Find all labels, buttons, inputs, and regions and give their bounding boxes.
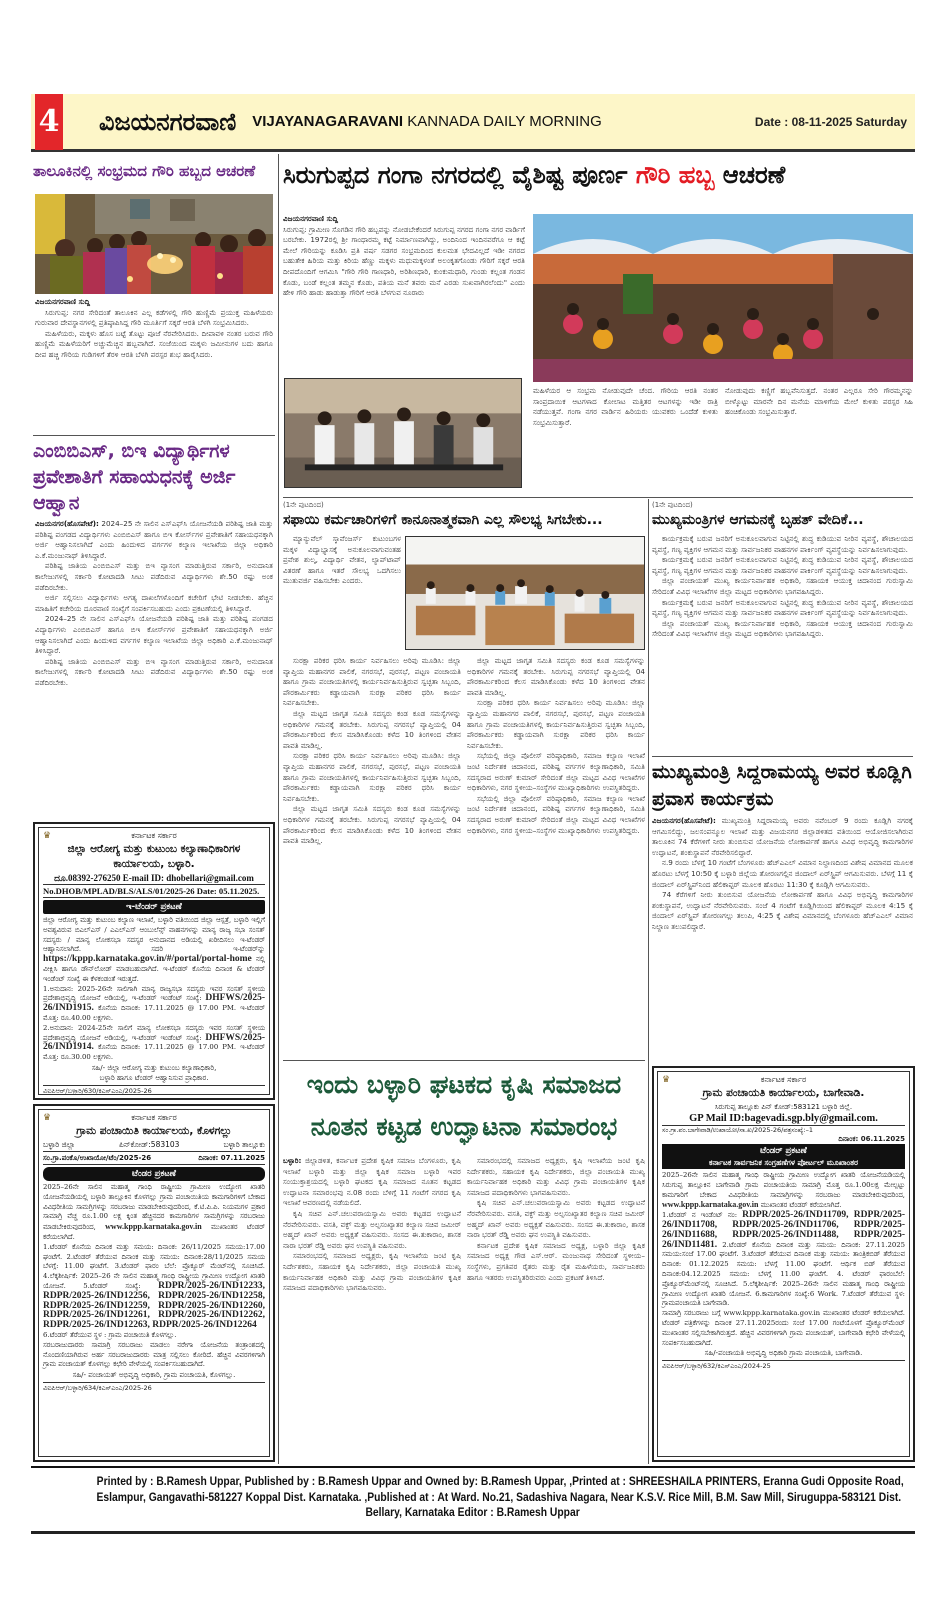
crowd-at-festival-photo xyxy=(533,214,913,382)
paragraph: ಸಮಾರಂಭದಲ್ಲಿ ಸಮಾಜದ ಅಧ್ಯಕ್ಷರು, ಕೃಷಿ ಇಲಾಖೆಯ ಜಂಟಿ ಕೃಷಿ ನಿರ್ದೇಶಕರು, ಸಹಾಯಕ ಕೃಷಿ ನಿರ್ದೇಶಕರು, ಜಿಲ್ಲಾ ಪಂಚಾಯತಿ ಮುಖ್ಯ ಕಾರ್ಯನಿರ್ವಾಹಕ ಅಧಿಕಾರಿ ಮತ್ತು ವಿವಿಧ ಗ್ರಾಮ ಪಂಚಾಯತಿಗಳ ಕೃಷಿಕ ಸಮಾಜದ ಪದಾಧಿಕಾರಿಗಳು ಭಾಗವಹಿಸುವರು. xyxy=(283,1251,461,1293)
govt-label: ಕರ್ನಾಟಕ ಸರ್ಕಾರ xyxy=(131,831,177,840)
section-rule xyxy=(283,497,913,498)
dateline: ಬಳ್ಳಾರಿ: xyxy=(283,1156,302,1165)
paragraph: ಜಿಲ್ಲಾಡಳಿತ, ಕರ್ನಾಟಕ ಪ್ರದೇಶ ಕೃಷಿಕ ಸಮಾಜ ಬೆಂಗಳೂರು, ಕೃಷಿ ಇಲಾಖೆ ಬಳ್ಳಾರಿ ಮತ್ತು ಜಿಲ್ಲಾ ಕೃಷಿಕ ಸಮಾಜ ಬಳ್ಳಾರಿ ಇವರ ಸಂಯುಕ್ತಾಶ್ರಯದಲ್ಲಿ ಬಳ್ಳಾರಿ ಘಟಕದ ಕೃಷಿ ಸಮಾಜದ ನೂತನ ಕಟ್ಟಡದ ಉದ್ಘಾಟನಾ ಸಮಾರಂಭವು ನ.08 ರಂದು ಬೆಳಿಗ್ಗೆ 11 ಗಂಟೆಗೆ ನಗರದ ಕೃಷಿ ಇಲಾಖೆ ಆವರಣದಲ್ಲಿ ನಡೆಯಲಿದೆ. xyxy=(283,1156,461,1208)
paragraph: ಸಮಾರಂಭದಲ್ಲಿ ಸಮಾಜದ ಅಧ್ಯಕ್ಷರು, ಕೃಷಿ ಇಲಾಖೆಯ ಜಂಟಿ ಕೃಷಿ ನಿರ್ದೇಶಕರು, ಸಹಾಯಕ ಕೃಷಿ ನಿರ್ದೇಶಕರು, ಜಿಲ್ಲಾ ಪಂಚಾಯತಿ ಮುಖ್ಯ ಕಾರ್ಯನಿರ್ವಾಹಕ ಅಧಿಕಾರಿ ಮತ್ತು ವಿವಿಧ ಗ್ರಾಮ ಪಂಚಾಯತಿಗಳ ಕೃಷಿಕ ಸಮಾಜದ ಪದಾಧಿಕಾರಿಗಳು ಭಾಗವಹಿಸುವರು. xyxy=(467,1156,645,1197)
office-name: ಗ್ರಾಮ ಪಂಚಾಯತಿ ಕಾರ್ಯಾಲಯ, ಬಾಗೇವಾಡಿ. xyxy=(702,1087,865,1099)
paragraph: ಸಿರುಗುಪ್ಪ: ಗ್ರಾಮೀಣ ಸೊಗಡಿನ ಗೌರಿ ಹಬ್ಬವನ್ನು ನೋಡಬೇಕೆಂದರೆ ಸಿರುಗುಪ್ಪ ನಗರದ ಗಂಗಾ ನಗರ ವಾರ್ಡಿಗೆ ಬರಬೇಕು. 1972ರಲ್ಲಿ ಶ್ರೀ ಗಾಂಧಾರಮ್ಮ ಕಟ್ಟೆ ನಿರ್ಮಾಣವಾಗಿದ್ದು, ಅಂದಿನಿಂದ ಇಂದಿನವರೆಗೂ ಆ ಕಟ್ಟೆ ಮೇಲೆ ಗೌರಿಯನ್ನು ಕೂಡಿಸಿ ಪ್ರತಿ ವರ್ಷ ಸಡಗರ ಸಂಭ್ರಮದಿಂದ ಕುಲಮತ ಭೇದವಿಲ್ಲದೆ ಇಡೀ ನಗರದ ಬಹುತೇಕ ಹಿರಿಯ ಮತ್ತು ಕಿರಿಯ ಹೆಣ್ಣು ಮಕ್ಕಳು ಮಧುಮಕ್ಕಳಂತೆ ಅಲಂಕೃತಗೊಂಡು ಗೌರಿಗೆ ಸಕ್ಕರೆ ಆರತಿ ದೀಪದೊಂದಿಗೆ ಆಗಮಿಸಿ "ಗೌರಿ ಗೌರಿ ಗಾಣಧಾರಿ, ಅರಿಶಿಣಧಾರಿ, ಕುಂಕುಮಧಾರಿ, ಗುಂಡು ಕಲ್ಲಂತ ಗಂಡನ ಕೊಡು, ಬಂಡೆ ಕಲ್ಲಂತ ತಮ್ಮನ ಕೊಡು, ಪತಿಯ ಮನೆ ತವರು ಮನೆ ಎರಡು ಸುಖವಾಗಿರಲೆಂದು" ಎಂದು ಹೇಳಿ ಗೌರಿ ಹಾಡು ಹಾಡುತ್ತಾ ಗೌರಿಗೆ ಆರತಿ ಬೆಳಗುವ ನೂರಾರು xyxy=(283,224,525,298)
brand-english xyxy=(252,113,602,130)
signature-line1: ಸಹಿ/- ಜಿಲ್ಲಾ ಆರೋಗ್ಯ ಮತ್ತು ಕುಟುಂಬ ಕಲ್ಯಾಣಾಧಿಕಾರಿ, xyxy=(91,1063,217,1072)
signature-line2: ಬಳ್ಳಾರಿ ಹಾಗೂ ಟೆಂಡರ್ ಆಹ್ವಾನಿಸುವ ಪ್ರಾಧಿಕಾರ. xyxy=(99,1073,209,1082)
headline-line1: ಇಂದು ಬಳ್ಳಾರಿ ಘಟಕದ ಕೃಷಿ ಸಮಾಜದ xyxy=(306,1070,622,1099)
story-safai-col1-top xyxy=(283,534,401,650)
tender-body xyxy=(662,1171,905,1348)
headline: ಮುಖ್ಯಮಂತ್ರಿ ಸಿದ್ದರಾಮಯ್ಯ ಅವರ ಕೂಡ್ಲಿಗಿ ಪ್ರವಾಸ ಕಾರ್ಯಕ್ರಮ xyxy=(652,761,912,810)
dateline: ವಿಜಯನಗರವಾಣಿ ಸುದ್ದಿ xyxy=(283,214,338,223)
tender-intro2: ಮುಖಾಂತರ ಟೆಂಡರ್ ಕರೆಯಲಾಗಿದೆ. xyxy=(760,1201,842,1210)
paragraph: ನ.9 ರಂದು ಬೆಳಗ್ಗೆ 10 ಗಂಟೆಗೆ ಬೆಂಗಳೂರು ಹೆಚ್‌ಎಎಲ್ ವಿಮಾನ ನಿಲ್ದಾಣದಿಂದ ವಿಶೇಷ ವಿಮಾನದ ಮೂಲಕ ಹೊರಟು ಬೆಳಗ್ಗೆ 10:50 ಕ್ಕೆ ಬಳ್ಳಾರಿ ಜಿಲ್ಲೆಯ ತೋರಣಗಲ್ಲಿನ ಜಿಂದಾಲ್ ಏರ್‌ಸ್ಟ್ರಿಪ್ ಆಗಮಿಸುವರು. ಬೆಳಗ್ಗೆ 11 ಕ್ಕೆ ಜಿಂದಾಲ್ ಏರ್‌ಸ್ಟ್ರಿಪ್‌ನಿಂದ ಹೆಲಿಕಾಪ್ಟರ್ ಮೂಲಕ ಹೊರಟು 11:30 ಕ್ಕೆ ಕೂಡ್ಲಿಗಿ ಆಗಮಿಸುವರು. xyxy=(652,858,913,889)
story-cm-stage xyxy=(652,500,913,754)
tender-intro2: ನಲ್ಲಿ ವೀಕ್ಷಿಸಿ ಹಾಗೂ ಡೌನ್‌ಲೋಡ್ ಮಾಡಬಹುದಾಗಿದೆ. ಇ-ಟೆಂಡರ್ ಕೊನೆಯ ದಿನಾಂಕ & ಟೆಂಡರ್ ಇಂಡೆಂಟ್ ಸಂಖ್ಯೆ ಈ ಕೆಳಕಂಡಂತೆ ಇರುತ್ತದೆ. xyxy=(43,955,265,983)
story-krishi xyxy=(283,1064,645,1152)
story-krishi-col1 xyxy=(283,1156,461,1462)
dateline: ವಿಜಯನಗರ(ಹೊಸಪೇಟೆ): xyxy=(35,519,99,528)
tender-code: DHFWS/2025-26/IND1915. xyxy=(43,993,265,1014)
health-tender-ad xyxy=(33,822,275,1100)
paragraph: ಕರ್ನಾಟಕ ಪ್ರದೇಶ ಕೃಷಿಕ ಸಮಾಜದ ಅಧ್ಯಕ್ಷ, ಬಳ್ಳಾರಿ ಜಿಲ್ಲಾ ಕೃಷಿಕ ಸಮಾಜದ ಅಧ್ಯಕ್ಷ ಗೌಡ ಎಸ್.ಆರ್. ಮಂಜುನಾಥ ಸೇರಿದಂತೆ ಸ್ಥಳೀಯ–ಸಂಸ್ಥೆಗಳು, ಪ್ರಗತಿಪರ ರೈತರು ಮತ್ತು ರೈತ ಮಹಿಳೆಯರು, ಸಾರ್ವಜನಿಕರು ಹಾಗೂ ಇತರರು ಉಪಸ್ಥಿತರಿರುವರು ಎಂದು ಪ್ರಕಟಣೆ ತಿಳಿಸಿದೆ. xyxy=(467,1240,645,1282)
ad-code: ವಿಐಪಿಆರ್/ಬಳ್ಳಾರಿ/634/ಕಿಎಸ್‌ಎಂಎ/2025-26 xyxy=(43,1382,265,1393)
paragraph: ಸುರಕ್ಷಾ ಪರಿಕರ ಧರಿಸಿ ಕಾರ್ಯ ನಿರ್ವಹಿಸಲು ಅರಿವು ಮೂಡಿಸಿ: ಜಿಲ್ಲಾ ವ್ಯಾಪ್ತಿಯ ಮಹಾನಗರ ಪಾಲಿಕೆ, ನಗರಸಭೆ, ಪುರಸಭೆ, ಪಟ್ಟಣ ಪಂಚಾಯತಿ ಹಾಗೂ ಗ್ರಾಮ ಪಂಚಾಯತಿಗಳಲ್ಲಿ ಕಾರ್ಯನಿರ್ವಹಿಸುತ್ತಿರುವ ಸ್ವಚ್ಛತಾ ಸಿಬ್ಬಂದಿ, ಪೌರಕಾರ್ಮಿಕರು ಕಡ್ಡಾಯವಾಗಿ ಸುರಕ್ಷಾ ಪರಿಕರ ಧರಿಸಿ ಕಾರ್ಯ ನಿರ್ವಹಿಸಬೇಕು. xyxy=(283,751,461,803)
tender-deadline: ಕೊನೆಯ ದಿನಾಂಕ: 17.11.2025 @ 17.00 PM. ಇ-ಟೆಂಡರ್ ಮೊತ್ತ: ರೂ.40.00 ಲಕ್ಷಗಳು. xyxy=(43,1004,265,1022)
story-safai-col1 xyxy=(283,656,461,1056)
story-siruguppa-gowri-col3 xyxy=(725,386,913,494)
tender-item: 2.ಅನುದಾನ: 2024-25ನೇ ಸಾಲಿಗೆ ಮಾನ್ಯ ಲೋಕಸಭಾ ಸದಸ್ಯರು ಇವರ ಸಂಸತ್ ಸ್ಥಳೀಯ ಪ್ರದೇಶಾಭಿವೃದ್ಧಿ ಯೋಜನೆ ಅಡಿಯಲ್ಲಿ, ಇ-ಟೆಂಡರ್ ಇಂಡೆಂಟ್ ಸಂಖ್ಯೆ: xyxy=(43,1023,265,1042)
address: ಸಿರುಗುಪ್ಪ ತಾಲ್ಲೂಕು ಪಿನ್ ಕೋಡ್:583121 ಬಳ್ಳಾರಿ ಜಿಲ್ಲೆ. xyxy=(714,1103,853,1111)
tender-intro: ಜಿಲ್ಲಾ ಆರೋಗ್ಯ ಮತ್ತು ಕುಟುಂಬ ಕಲ್ಯಾಣ ಇಲಾಖೆ, ಬಳ್ಳಾರಿ ವತಿಯಿಂದ ಜಿಲ್ಲಾ ಆಸ್ಪತ್ರೆ, ಬಳ್ಳಾರಿ ಇಲ್ಲಿಗೆ ಅವಶ್ಯವಿರುವ ಬಿಎಲ್‌ಎಸ್ / ಎಎಲ್‌ಎಸ್ ಆಂಬುಲೆನ್ಸ್ ವಾಹನಗಳನ್ನು ಮಾನ್ಯ ರಾಜ್ಯ ಸಭಾ ಸಂಸತ್ ಸದಸ್ಯರು / ಮಾನ್ಯ ಲೋಕಸಭಾ ಸದಸ್ಯರ ಅನುದಾನದ ಅಡಿಯಲ್ಲಿ ಖರೀದಿಸಲು ಇ-ಟೆಂಡರ್ ಆಹ್ವಾನಿಸಲಾಗಿದೆ. ಸದರಿ ಇ-ಟೆಂಡರ್‌ನ್ನು xyxy=(43,916,265,954)
paragraph: ಮಹಿಳೆಯರ ಆ ಸಂಭ್ರಮ ನೋಡುವುದೇ ಚೆಂದ. ಗೌರಿಯ ಆರತಿ ನಂತರ ಸಾಂಪ್ರದಾಯಿಕ ಆಟಗಳಾದ ಕೋಲಾಟ ಮತ್ತಿತರ ಆಟಗಳನ್ನು ಇಡೀ ರಾತ್ರಿ ನಡೆಯುತ್ತವೆ. ಗಂಗಾ ನಗರ ವಾರ್ಡಿನ ಹಿರಿಯರು ಯುವಕರು ಒಂದೆಡೆ ಕುಳಿತು ಸಂಭ್ರಮಿಸುತ್ತಾರೆ. xyxy=(533,386,718,427)
paragraph: 2024–25 ನೇ ಸಾಲಿನ ಎಸ್‌ಎಫ್‌ಸಿ ಯೋಜನೆಯಡಿ ಪರಿಶಿಷ್ಟ ಜಾತಿ ಮತ್ತು ಪರಿಶಿಷ್ಟ ಪಂಗಡದ ವಿದ್ಯಾರ್ಥಿಗಳು ಎಂಬಿಬಿಎಸ್ ಹಾಗೂ ಬಿಇ ಕೋರ್ಸ್‌ಗಳ ಪ್ರವೇಶಾತಿಗೆ ಸಹಾಯಧನಕ್ಕಾಗಿ ಅರ್ಜಿ ಆಹ್ವಾನಿಸಲಾಗಿದೆ ಎಂದು ಹಿಂದುಳಿದ ವರ್ಗಗಳ ಕಲ್ಯಾಣ ಇಲಾಖೆಯ ಜಿಲ್ಲಾ ಅಧಿಕಾರಿ ಎ.ಕೆ.ಮಂಜುನಾಥ್ ತಿಳಿಸಿದ್ದಾರೆ. xyxy=(35,614,273,656)
story-cm-visit xyxy=(652,759,913,1062)
tender-url[interactable]: www.kppp.karnataka.gov.in xyxy=(105,1222,202,1232)
story-mbbs xyxy=(33,438,275,816)
govt-label: ಕರ್ನಾಟಕ ಸರ್ಕಾರ xyxy=(760,1075,807,1084)
meeting-hall-photo xyxy=(405,536,645,650)
state-emblem-icon: ♛ xyxy=(43,831,52,841)
tender-item: 1.ಅನುದಾನ: 2025-26ನೇ ಸಾಲಿಗಾಗಿ ಮಾನ್ಯ ರಾಜ್ಯಸಭಾ ಸದಸ್ಯರು ಇವರ ಸಂಸತ್ ಸ್ಥಳೀಯ ಪ್ರದೇಶಾಭಿವೃದ್ಧಿ ಯೋಜನೆ ಅಡಿಯಲ್ಲಿ, ಇ-ಟೆಂಡರ್ ಇಂಡೆಂಟ್ ಸಂಖ್ಯೆ: xyxy=(43,984,265,1003)
gp-mail: GP Mail ID:bagevadi.sgp.bly@gmail.com. xyxy=(689,1113,878,1124)
paragraph: ಕಾರ್ಯಕ್ರಮಕ್ಕೆ ಬರುವ ಜನರಿಗೆ ಅನುಕೂಲವಾಗುವ ನಿಟ್ಟಿನಲ್ಲಿ ಶುದ್ಧ ಕುಡಿಯುವ ನೀರಿನ ವ್ಯವಸ್ಥೆ, ಶೌಚಾಲಯದ ವ್ಯವಸ್ಥೆ, ಗಣ್ಯ ವ್ಯಕ್ತಿಗಳ ಆಗಮನ ಮತ್ತು ಸಾರ್ವಜನಿಕರ ವಾಹನಗಳ ಪಾರ್ಕಿಂಗ್ ವ್ಯವಸ್ಥೆಯನ್ನು ನಿರ್ವಹಿಸಲಾಗುವುದು. xyxy=(652,555,913,575)
paragraph: ಮ್ಯಾನ್ಯುವೆಲ್ ಸ್ಕಾವೆಂಜರ್ಸ್ ಕುಟುಂಬಗಳ ಮಕ್ಕಳ ವಿದ್ಯಾಭ್ಯಾಸಕ್ಕೆ ಅನುಕೂಲವಾಗುವಂತಹ ಪ್ರವೇಶ ಶುಲ್ಕ, ವಿದ್ಯಾರ್ಥಿ ವೇತನ, ಲ್ಯಾಪ್‌ಟಾಪ್ ವಿತರಣೆ ಹಾಗೂ ಇತರೆ ಸೌಲಭ್ಯ ಒದಗಿಸಲು ಮುತುವರ್ಜಿ ವಹಿಸಬೇಕು ಎಂದರು. xyxy=(283,534,401,586)
story-siruguppa-gowri-body xyxy=(283,214,525,374)
pincode: ಪಿನ್‌ಕೋಡ್:583103 xyxy=(119,1140,180,1149)
column-divider xyxy=(278,154,279,1464)
story-safai xyxy=(283,500,645,532)
story-krishi-col2 xyxy=(467,1156,645,1462)
paragraph: ಮಹಿಳೆಯರು, ಮಕ್ಕಳು ಹೊಸ ಬಟ್ಟೆ ತೊಟ್ಟು ಪೂಜೆ ನೆರವೇರಿಸಿದರು. ದೀಪಾವಳಿ ನಂತರ ಬರುವ ಗೌರಿ ಹುಣ್ಣಿಮೆ ಮಹಿಳೆಯರಿಗೆ ಅಚ್ಚುಮೆಚ್ಚಿನ ಹಬ್ಬವಾಗಿದೆ. ಸಂಜೆಯಿಂದ ಮಕ್ಕಳು ಜಮೀನುಗಳ ಬದು ಹಾಗೂ ದೀಪ ಹಚ್ಚಿ ಗೌರಿಯ ಗುಡಿಗಳಿಗೆ ತೆರಳಿ ಆರತಿ ಬೆಳಗಿ ಪರಸ್ಪರ ಶುಭ ಹಾರೈಸಿದರು. xyxy=(35,328,273,359)
kicker: (1ನೇ ಪುಟದಿಂದ) xyxy=(652,501,693,509)
story-mbbs-body xyxy=(33,519,275,689)
tender-banner: ಟೆಂಡರ ಪ್ರಕಟಣೆ xyxy=(43,1167,265,1181)
signature: ಸಹಿ/- ಪಂಚಾಯತ್ ಅಭಿವೃದ್ಧಿ ಅಧಿಕಾರಿ, ಗ್ರಾಮ ಪಂಚಾಯತಿ, ಕೊಳಗಲ್ಲು. xyxy=(72,1371,236,1380)
section-rule xyxy=(652,756,913,757)
story-taluk-gowri-body xyxy=(35,297,273,432)
tender-place: 6.ಟೆಂಡರ್ ತೆರೆಯುವ ಸ್ಥಳ : ಗ್ರಾಮ ಪಂಚಾಯಿತಿ ಕೊಳಗಲ್ಲು. xyxy=(43,1330,177,1339)
tender-body xyxy=(43,916,265,1063)
headline-line2: ನೂತನ ಕಟ್ಟಡ ಉದ್ಘಾಟನಾ ಸಮಾರಂಭ xyxy=(310,1112,618,1141)
masthead xyxy=(31,94,915,152)
brand-english-rest: KANNADA DAILY MORNING xyxy=(403,113,602,130)
ad-code: ವಿಐಪಿಆರ್/ಬಳ್ಳಾರಿ/630/ಕಿಎಸ್‌ಎಂಎ/2025-26 xyxy=(43,1085,265,1095)
imprint-line2: Eslampur, Gangavathi-581227 Koppal Dist. Karnataka. ,Published at : At Ward. No.21, Sadashiva Nagara, Near K.S.V. Rice Mill, B.M. Saw Mill, Siruguppa-583121 Dist. xyxy=(96,1489,902,1504)
address-row xyxy=(43,1139,265,1151)
dancing-men-photo xyxy=(284,378,522,488)
bottom-rule xyxy=(31,1531,915,1534)
office-name: ಗ್ರಾಮ ಪಂಚಾಯಿತಿ ಕಾರ್ಯಾಲಯ, ಕೊಳಗಲ್ಲು xyxy=(76,1125,232,1137)
paragraph: ಸಭೆಯಲ್ಲಿ ಜಿಲ್ಲಾ ಪೊಲೀಸ್ ವರಿಷ್ಠಾಧಿಕಾರಿ, ಸಮಾಜ ಕಲ್ಯಾಣ ಇಲಾಖೆ ಜಂಟಿ ನಿರ್ದೇಶಕ ಚಿದಾನಂದ, ಪರಿಶಿಷ್ಟ ವರ್ಗಗಳ ಕಲ್ಯಾಣಾಧಿಕಾರಿ, ಸಮಿತಿ ಸದಸ್ಯರಾದ ಅರುಣ್ ಕುಮಾರ್ ಸೇರಿದಂತೆ ಜಿಲ್ಲಾ ಮಟ್ಟದ ವಿವಿಧ ಇಲಾಖೆಗಳ ಅಧಿಕಾರಿಗಳು, ನಗರ ಸ್ಥಳೀಯ–ಸಂಸ್ಥೆಗಳ ಮುಖ್ಯಾಧಿಕಾರಿಗಳು ಉಪಸ್ಥಿತರಿದ್ದರು. xyxy=(467,751,645,793)
tender-details: 2.ಟೆಂಡರ್ ಕೊನೆಯ ದಿನಾಂಕ ಮತ್ತು ಸಮಯ: ದಿನಾಂಕ: 27.11.2025 ಸಮಯ:ಸಂಜೆ 17.00 ಘಂಟೆಗೆ. 3.ಟೆಂಡರ್ ತೆರೆಯುವ ದಿನಾಂಕ ಮತ್ತು ಸಮಯ: ತಾಂತ್ರಿಕಬಿಡ್ ತೆರೆಯುವ ದಿನಾಂಕ: 01.12.2025 ಸಮಯ: ಬೆಳಗ್ಗೆ 11.00 ಘಂಟೆಗೆ. ಆರ್ಥಿಕ ಬಿಡ್ ತೆರೆಯುವ ದಿನಾಂಕ:04.12.2025 ಸಮಯ: ಬೆಳಗ್ಗೆ 11.00 ಘಂಟೆಗೆ. 4. ಟೆಂಡರ್ ಫಾರಂಬೆಲೆ: ಪ್ರೊಕ್ಯೂರ್‌ಮೆಂಟ್‌ನಲ್ಲಿ ಸೂಚಿಸಿದೆ. 5.ಲೆಕ್ಕಶೀರ್ಷಿಕೆ: 2025–26ನೇ ಸಾಲಿನ ಮಹಾತ್ಮ ಗಾಂಧಿ ರಾಷ್ಟ್ರೀಯ ಗ್ರಾಮೀಣ ಉದ್ಯೋಗ ಖಾತರಿ ಯೋಜನೆ. 6.ಕಾಮಗಾರಿಗಳ ಸಂಖ್ಯೆ:6 Work. 7.ಟೆಂಡರ್ ತೆರೆಯುವ ಸ್ಥಳ: ಗ್ರಾಮಪಂಚಾಯತಿ ಬಾಗೇವಾಡಿ. xyxy=(662,1240,905,1308)
newspaper-page xyxy=(31,94,915,1519)
page-number: 4 xyxy=(35,94,63,150)
imprint-line1: Printed by : B.Ramesh Uppar, Published by : B.Ramesh Uppar and Owned by: B.Ramesh Uppar, ,Printed at : SHREESHAILA PRINTERS, Eranna Gudi Opposite Road, xyxy=(96,1474,904,1488)
paragraph: ಜಿಲ್ಲಾ ಮಟ್ಟದ ಜಾಗೃತ ಸಮಿತಿ ಸದಸ್ಯರು ಕಂಡ ಕೂಡ ಸಮಸ್ಯೆಗಳನ್ನು ಅಧಿಕಾರಿಗಳ ಗಮನಕ್ಕೆ ತರಬೇಕು. ಸಿರುಗುಪ್ಪ ನಗರಸಭೆ ವ್ಯಾಪ್ತಿಯಲ್ಲಿ 04 ಪೌರಕಾರ್ಮಿಕರಿಂದ ಕೆಲಸ ಮಾಡಿಸಿಕೊಂಡು ಕಳೆದ 10 ತಿಂಗಳಿಂದ ವೇತನ ಪಾವತಿ ಮಾಡಿಲ್ಲ. xyxy=(283,708,461,750)
tender-deadline: ಕೊನೆಯ ದಿನಾಂಕ: 17.11.2025 @ 17.00 PM. ಇ-ಟೆಂಡರ್ ಮೊತ್ತ: ರೂ.30.00 ಲಕ್ಷಗಳು. xyxy=(43,1043,265,1062)
paragraph: ಸುರಕ್ಷಾ ಪರಿಕರ ಧರಿಸಿ ಕಾರ್ಯ ನಿರ್ವಹಿಸಲು ಅರಿವು ಮೂಡಿಸಿ: ಜಿಲ್ಲಾ ವ್ಯಾಪ್ತಿಯ ಮಹಾನಗರ ಪಾಲಿಕೆ, ನಗರಸಭೆ, ಪುರಸಭೆ, ಪಟ್ಟಣ ಪಂಚಾಯತಿ ಹಾಗೂ ಗ್ರಾಮ ಪಂಚಾಯತಿಗಳಲ್ಲಿ ಕಾರ್ಯನಿರ್ವಹಿಸುತ್ತಿರುವ ಸ್ವಚ್ಛತಾ ಸಿಬ್ಬಂದಿ, ಪೌರಕಾರ್ಮಿಕರು ಕಡ್ಡಾಯವಾಗಿ ಸುರಕ್ಷಾ ಪರಿಕರ ಧರಿಸಿ ಕಾರ್ಯ ನಿರ್ವಹಿಸಬೇಕು. xyxy=(467,698,645,750)
kolagallu-tender-ad xyxy=(33,1104,275,1462)
story-cm-visit-body xyxy=(652,816,913,933)
tender-outro: ಸಾಮಾಗ್ರಿ ಸರಬರಾಜು ಬಗ್ಗೆ www.kppp.karnataka.gov.in ಮುಖಾಂತರ ಟೆಂಡರ್ ಕರೆಯಲಾಗಿದೆ. ಟೆಂಡರ್ ಪತ್ರಿಕೆಗಳನ್ನು ದಿನಾಂಕ 27.11.2025ರಂದು ಸಂಜೆ 17.00 ಗಂಟೆಯೊಳಗೆ ಪ್ರೊಕ್ಯೂರ್‌ಮೆಂಟ್ ಮುಖಾಂತರ ಸಲ್ಲಿಸಬೇಕಾಗಿರುತ್ತದೆ. ಹೆಚ್ಚಿನ ವಿವರಗಳಿಗಾಗಿ ಗ್ರಾಮ ಪಂಚಾಯತ್, ಬಾಗೇವಾಡಿ ಕಛೇರಿ ವೇಳೆಯಲ್ಲಿ ಸಂಪರ್ಕಿಸಬಹುದಾಗಿದೆ. xyxy=(662,1309,905,1347)
tender-banner-title: ಟೆಂಡರ್ ಪ್ರಕಟಣೆ xyxy=(760,1146,807,1156)
tender-banner-subtitle: ಕರ್ನಾಟಕ ಸಾರ್ವಜನಿಕ ಸಂಗ್ರಹಣೆಗಳ ಪೋರ್ಟಲ್ ಮೂಖಾಂತರ xyxy=(708,1158,859,1167)
tender-codes: RDPR/2025-26/IND11709, RDPR/2025-26/IND11708, RDPR/2025-26/IND11706, RDPR/2025-26/IND11688, RDPR/2025-26/IND11488, RDPR/2025-26/IND11481. xyxy=(662,1210,905,1250)
reference-number: ಸಂ.ಗ್ರಾ.ಪಂ.ಬಾಗೇವಾಡಿ/ಉಖಾಯೋ/ಸಾ.ಖ/2025-26/ಪತ್ರಸಂಖ್ಯೆ:–1 xyxy=(662,1125,905,1135)
paragraph: ಕಾರ್ಯಕ್ರಮಕ್ಕೆ ಬರುವ ಜನರಿಗೆ ಅನುಕೂಲವಾಗುವ ನಿಟ್ಟಿನಲ್ಲಿ ಶುದ್ಧ ಕುಡಿಯುವ ನೀರಿನ ವ್ಯವಸ್ಥೆ, ಶೌಚಾಲಯದ ವ್ಯವಸ್ಥೆ, ಗಣ್ಯ ವ್ಯಕ್ತಿಗಳ ಆಗಮನ ಮತ್ತು ಸಾರ್ವಜನಿಕರ ವಾಹನಗಳ ಪಾರ್ಕಿಂಗ್ ವ್ಯವಸ್ಥೆಯನ್ನು ನಿರ್ವಹಿಸಲಾಗುವುದು. xyxy=(652,534,913,554)
brand-english-bold: VIJAYANAGARAVANI xyxy=(252,113,404,130)
tender-intro: 2025–26ನೇ ಸಾಲಿನ ಮಹಾತ್ಮ ಗಾಂಧಿ ರಾಷ್ಟ್ರೀಯ ಗ್ರಾಮೀಣ ಉದ್ಯೋಗ ಖಾತರಿ ಯೋಜನೆಯಡಿಯಲ್ಲಿ ಬಳ್ಳಾರಿ ತಾಲ್ಲೂಕಿನ ಕೊಳಗಲ್ಲು ಗ್ರಾಮ ಪಂಚಾಯಿತಿಯ ಕಾಮಗಾರಿಗಳಿಗೆ ಬೇಕಾದ ವಿವಿಧರೀತಿಯ ಸಾಮಗ್ರಿಗಳನ್ನು ಸರಬರಾಜು ಮಾಡಬೇಕಿರುವುದರಿಂದ, ಕೆ.ಟಿ.ಪಿ.ಪಿ. ನಿಯಮಗಳ ಪ್ರಕಾರ ಸಾಮಾಗ್ರಿ ವೆಚ್ಚ ರೂ.1.00 ಲಕ್ಷ ಕ್ಕಿಂತ ಹೆಚ್ಚಿನದರ ಕಾಮಗಾರಿಗಳ ಸಾಮಗ್ರಿಗಳನ್ನು ಸರಬರಾಜು ಮಾಡಬೇಕಿರುವುದರಿಂದ, xyxy=(43,1183,265,1232)
tender-url[interactable]: https://kppp.karnataka.gov.in/#/portal/portal-home xyxy=(43,954,252,965)
reference-number: ಸಂ.ಗ್ರಾ.ಪಂಕೊ/ಉಖಾಯೋ/ಟೆಂ/2025-26 xyxy=(43,1154,152,1162)
story-cm-stage-body xyxy=(652,534,913,640)
taluk: ಬಳ್ಳಾರಿ ತಾಲ್ಲೂಕು xyxy=(223,1140,265,1149)
paragraph: ಸಭೆಯಲ್ಲಿ ಜಿಲ್ಲಾ ಪೊಲೀಸ್ ವರಿಷ್ಠಾಧಿಕಾರಿ, ಸಮಾಜ ಕಲ್ಯಾಣ ಇಲಾಖೆ ಜಂಟಿ ನಿರ್ದೇಶಕ ಚಿದಾನಂದ, ಪರಿಶಿಷ್ಟ ವರ್ಗಗಳ ಕಲ್ಯಾಣಾಧಿಕಾರಿ, ಸಮಿತಿ ಸದಸ್ಯರಾದ ಅರುಣ್ ಕುಮಾರ್ ಸೇರಿದಂತೆ ಜಿಲ್ಲಾ ಮಟ್ಟದ ವಿವಿಧ ಇಲಾಖೆಗಳ ಅಧಿಕಾರಿಗಳು, ನಗರ ಸ್ಥಳೀಯ–ಸಂಸ್ಥೆಗಳ ಮುಖ್ಯಾಧಿಕಾರಿಗಳು ಉಪಸ್ಥಿತರಿದ್ದರು. xyxy=(467,793,645,835)
section-rule xyxy=(33,435,275,436)
paragraph: ಜಿಲ್ಲಾ ಮಟ್ಟದ ಜಾಗೃತ ಸಮಿತಿ ಸದಸ್ಯರು ಕಂಡ ಕೂಡ ಸಮಸ್ಯೆಗಳನ್ನು ಅಧಿಕಾರಿಗಳ ಗಮನಕ್ಕೆ ತರಬೇಕು. ಸಿರುಗುಪ್ಪ ನಗರಸಭೆ ವ್ಯಾಪ್ತಿಯಲ್ಲಿ 04 ಪೌರಕಾರ್ಮಿಕರಿಂದ ಕೆಲಸ ಮಾಡಿಸಿಕೊಂಡು ಕಳೆದ 10 ತಿಂಗಳಿಂದ ವೇತನ ಪಾವತಿ ಮಾಡಿಲ್ಲ. xyxy=(283,804,461,846)
ad-header xyxy=(43,830,265,842)
headline xyxy=(283,156,915,194)
tender-body xyxy=(43,1183,265,1370)
contact-line: ದೂ.08392-276250 E-mail ID: dhobellari@gmail.com xyxy=(54,873,254,883)
ad-code: ವಿಐಪಿಆರ್/ಬಳ್ಳಾರಿ/632/ಕಿಎಸ್‌ಎಂಎ/2024-25 xyxy=(662,1360,905,1371)
brand-kannada: ವಿಜಯನಗರವಾಣಿ xyxy=(99,107,237,136)
dateline: ವಿಜಯನಗರ(ಹೊಸಪೇಟೆ): xyxy=(652,816,716,825)
headline-part: ಆಚರಣೆ xyxy=(714,161,786,189)
paragraph: ಜಿಲ್ಲಾ ಮಟ್ಟದ ಜಾಗೃತ ಸಮಿತಿ ಸದಸ್ಯರು ಕಂಡ ಕೂಡ ಸಮಸ್ಯೆಗಳನ್ನು ಅಧಿಕಾರಿಗಳ ಗಮನಕ್ಕೆ ತರಬೇಕು. ಸಿರುಗುಪ್ಪ ನಗರಸಭೆ ವ್ಯಾಪ್ತಿಯಲ್ಲಿ 04 ಪೌರಕಾರ್ಮಿಕರಿಂದ ಕೆಲಸ ಮಾಡಿಸಿಕೊಂಡು ಕಳೆದ 10 ತಿಂಗಳಿಂದ ವೇತನ ಪಾವತಿ ಮಾಡಿಲ್ಲ. xyxy=(467,656,645,697)
headline: ಸಫಾಯಿ ಕರ್ಮಚಾರಿಗಳಿಗೆ ಕಾನೂನಾತ್ಮಕವಾಗಿ ಎಲ್ಲ ಸೌಲಭ್ಯ ಸಿಗಬೇಕು... xyxy=(283,512,603,528)
notice-date: ದಿನಾಂಕ: 07.11.2025 xyxy=(198,1154,265,1162)
section-rule xyxy=(283,1060,645,1061)
tender-banner xyxy=(662,1144,905,1169)
govt-label: ಕರ್ನಾಟಕ ಸರ್ಕಾರ xyxy=(131,1113,177,1122)
tender-outro: ಸರಬರಾಜುದಾರರು ಸಾಮಾಗ್ರಿ ಸರಬರಾಜು ಮಾಡಲು ನರೇಗಾ ಯೋಜನೆಯ ತಂತ್ರಾಂಶದಲ್ಲಿ ನೊಂದಣಿಯಾಗಿರುವ ಅರ್ಹ ಸರಬರಾಜುದಾರರು ಮಾತ್ರ ಸಲ್ಲಿಸಲು ಕೋರಿದೆ. ಹೆಚ್ಚಿನ ವಿವರಗಳಿಗಾಗಿ ಗ್ರಾಮ ಪಂಚಾಯತ್ ಕೊಳಗಲ್ಲು ಕಛೇರಿ ವೇಳೆಯಲ್ಲಿ ಸಂಪರ್ಕಿಸಬಹುದಾಗಿದೆ. xyxy=(43,1340,265,1369)
tender-codes: RDPR/2025-26/IND12233, RDPR/2025-26/IND12256, RDPR/2025-26/IND12258, RDPR/2025-26/IND12259, RDPR/2025-26/IND12260, RDPR/2025-26/IND12261, RDPR/2025-26/IND12262, RDPR/2025-26/IND12263, RDPR/2025-26/IND12264 xyxy=(43,1280,265,1331)
dateline: ವಿಜಯನಗರವಾಣಿ ಸುದ್ದಿ xyxy=(35,297,90,306)
headline-highlight: ಗೌರಿ ಹಬ್ಬ xyxy=(635,161,715,189)
tender-url[interactable]: www.kppp.karnataka.gov.in xyxy=(662,1200,759,1210)
paragraph: ಮುಖ್ಯಮಂತ್ರಿ ಸಿದ್ದರಾಮಯ್ಯ ಅವರು ನವೆಂಬರ್ 9 ರಂದು ಕೂಡ್ಲಿಗಿ ನಗರಕ್ಕೆ ಆಗಮಿಸಲಿದ್ದು, ಜಲಸಂಪನ್ಮೂಲ ಇಲಾಖೆ ಮತ್ತು ವಿಜಯನಗರ ಜಿಲ್ಲಾಡಳಿತದ ವತಿಯಿಂದ ಆಯೋಜಿಸಲಾಗಿರುವ ತಾಲೂಕಿನ 74 ಕೆರೆಗಳಿಗೆ ನೀರು ತುಂಬಿಸುವ ಯೋಜನೆಯ ಲೋಕಾರ್ಪಣೆ ಹಾಗೂ ವಿವಿಧ ಅಭಿವೃದ್ಧಿ ಕಾಮಗಾರಿಗಳ ಉದ್ಘಾಟನೆ, ಶಂಕುಸ್ಥಾಪನೆ ನೆರವೇರಿಸಲಿದ್ದಾರೆ. xyxy=(652,816,913,857)
story-safai-col2 xyxy=(467,656,645,1056)
tender-details: 1.ಟೆಂಡರ್ ಕೊನೆಯ ದಿನಾಂಕ ಮತ್ತು ಸಮಯ: ದಿನಾಂಕ: 26/11/2025 ಸಮಯ:17.00 ಘಂಟೆಗೆ. 2.ಟೆಂಡರ್ ತೆರೆಯುವ ದಿನಾಂಕ ಮತ್ತು ಸಮಯ: ದಿನಾಂಕ:28/11/2025 ಸಮಯ ಬೆಳಗ್ಗೆ: 11.00 ಘಂಟೆಗೆ. 3.ಟೆಂಡರ್ ಫಾರಂ ಬೆಲೆ: ಪ್ರೊಕ್ಯೂರ್ ಮೆಂಟ್‌ನಲ್ಲಿ ಸೂಚಿಸಿದೆ. 4.ಲೆಕ್ಕಶೀರ್ಷಿಕೆ: 2025–26 ನೇ ಸಾಲಿನ ಮಹಾತ್ಮ ಗಾಂಧಿ ರಾಷ್ಟ್ರೀಯ ಗ್ರಾಮೀಣ ಉದ್ಯೋಗ ಖಾತರಿ ಯೋಜನೆ. 5.ಟೆಂಡರ್ ಸಂಖ್ಯೆ: xyxy=(43,1242,265,1290)
issue-date: Date : 08-11-2025 Saturday xyxy=(754,114,907,129)
ad-header xyxy=(662,1074,905,1086)
column-divider xyxy=(648,499,649,1464)
notice-date: ದಿನಾಂಕ: 06.11.2025 xyxy=(838,1135,905,1143)
tender-code: DHFWS/2025-26/IND1914. xyxy=(43,1032,265,1053)
story-siruguppa-gowri-col2 xyxy=(533,386,718,494)
imprint-line3: Bellary, Karnataka Editor : B.Ramesh Uppar xyxy=(365,1505,581,1519)
paragraph: ಅರ್ಜಿ ಸಲ್ಲಿಸಲು ವಿದ್ಯಾರ್ಥಿಗಳು ಅಗತ್ಯ ದಾಖಲೆಗಳೊಂದಿಗೆ ಕಚೇರಿಗೆ ಭೇಟಿ ನೀಡಬೇಕು. ಹೆಚ್ಚಿನ ಮಾಹಿತಿಗೆ ಕಚೇರಿಯ ದೂರವಾಣಿ ಸಂಖ್ಯೆಗೆ ಸಂಪರ್ಕಿಸಬಹುದು ಎಂದು ಪ್ರಕಟಣೆಯಲ್ಲಿ ತಿಳಿಸಿದ್ದಾರೆ. xyxy=(35,593,273,613)
imprint-footer xyxy=(31,1466,915,1521)
paragraph: ಪರಿಶಿಷ್ಟ ಜಾತಿಯ ಎಂಬಿಬಿಎಸ್ ಮತ್ತು ಬಿಇ ವ್ಯಾಸಂಗ ಮಾಡುತ್ತಿರುವ ಸರ್ಕಾರಿ, ಅನುದಾನಿತ ಕಾಲೇಜುಗಳಲ್ಲಿ ಸರ್ಕಾರಿ ಕೋಟಾದಡಿ ಸೀಟು ಪಡೆದಿರುವ ವಿದ್ಯಾರ್ಥಿಗಳು ಶೇ.50 ರಷ್ಟು ಅಂಕ ಪಡೆದಿರಬೇಕು. xyxy=(35,656,273,687)
state-emblem-icon: ♛ xyxy=(662,1075,671,1085)
headline-part: ಸಿರುಗುಪ್ಪದ ಗಂಗಾ ನಗರದಲ್ಲಿ ವೈಶಿಷ್ಟ ಪೂರ್ಣ xyxy=(283,161,636,189)
office-line2: ಕಾರ್ಯಾಲಯ, ಬಳ್ಳಾರಿ. xyxy=(113,858,195,870)
paragraph: ಕೃಷಿ ಸಚಿವ ಎನ್.ಚಲುವರಾಯಸ್ವಾಮಿ ಅವರು ಕಟ್ಟಡದ ಉದ್ಘಾಟನೆ ನೆರವೇರಿಸುವರು. ವಸತಿ, ವಕ್ಫ್ ಮತ್ತು ಅಲ್ಪಸಂಖ್ಯಾತರ ಕಲ್ಯಾಣ ಸಚಿವ ಜಮೀರ್ ಅಹ್ಮದ್ ಖಾನ್ ಅವರು ಅಧ್ಯಕ್ಷತೆ ವಹಿಸುವರು. ಸಂಸದ ಈ.ತುಕಾರಾಂ, ಶಾಸಕ ನಾರಾ ಭರತ್ ರೆಡ್ಡಿ ಅವರು ಘನ ಉಪಸ್ಥಿತಿ ವಹಿಸುವರು. xyxy=(467,1198,645,1240)
headline: ತಾಲೂಕಿನಲ್ಲಿ ಸಂಭ್ರಮದ ಗೌರಿ ಹಬ್ಬದ ಆಚರಣೆ xyxy=(33,162,256,180)
tender-indent-label: 1.ಟೆಂಡರ್ ನ ಇಂಡೆಂಟ್ ನಂ: xyxy=(662,1211,738,1220)
headline: ಎಂಬಿಬಿಎಸ್, ಬಿಇ ವಿದ್ಯಾರ್ಥಿಗಳ ಪ್ರವೇಶಾತಿಗೆ ಸಹಾಯಧನಕ್ಕೆ ಅರ್ಜಿ ಆಹ್ವಾನ xyxy=(33,440,236,514)
story-siruguppa-gowri xyxy=(283,156,915,210)
women-with-lamps-photo xyxy=(35,194,273,294)
paragraph: ಸಿರುಗುಪ್ಪ: ನಗರ ಸೇರಿದಂತೆ ತಾಲೂಕಿನ ಎಲ್ಲ ಕಡೆಗಳಲ್ಲಿ ಗೌರಿ ಹುಣ್ಣಿಮೆ ಪ್ರಯುಕ್ತ ಮಹಿಳೆಯರು ಗುರುವಾರ ದೇವಸ್ಥಾನಗಳಲ್ಲಿ ಪ್ರತಿಷ್ಠಾಪಿಸಿದ್ದ ಗೌರಿ ಮೂರ್ತಿಗೆ ಸಕ್ಕರೆ ಆರತಿ ಬೆಳಗಿ ಸಂಭ್ರಮಿಸಿದರು. xyxy=(35,307,273,328)
paragraph: ಪರಿಶಿಷ್ಟ ಜಾತಿಯ ಎಂಬಿಬಿಎಸ್ ಮತ್ತು ಬಿಇ ವ್ಯಾಸಂಗ ಮಾಡುತ್ತಿರುವ ಸರ್ಕಾರಿ, ಅನುದಾನಿತ ಕಾಲೇಜುಗಳಲ್ಲಿ ಸರ್ಕಾರಿ ಕೋಟಾದಡಿ ಸೀಟು ಪಡೆದಿರುವ ವಿದ್ಯಾರ್ಥಿಗಳು ಶೇ.50 ರಷ್ಟು ಅಂಕ ಪಡೆದಿರಬೇಕು. xyxy=(35,561,273,592)
tender-intro2: ಮುಖಾಂತರ ಟೆಂಡರ್ ಕರೆಯಲಾಗಿದೆ. xyxy=(43,1223,265,1241)
reference-number: No.DHOB/MPLAD/BLS/ALS/01/2025-26 Date: 05.11.2025. xyxy=(43,884,265,898)
paragraph: ಸುರಕ್ಷಾ ಪರಿಕರ ಧರಿಸಿ ಕಾರ್ಯ ನಿರ್ವಹಿಸಲು ಅರಿವು ಮೂಡಿಸಿ: ಜಿಲ್ಲಾ ವ್ಯಾಪ್ತಿಯ ಮಹಾನಗರ ಪಾಲಿಕೆ, ನಗರಸಭೆ, ಪುರಸಭೆ, ಪಟ್ಟಣ ಪಂಚಾಯತಿ ಹಾಗೂ ಗ್ರಾಮ ಪಂಚಾಯತಿಗಳಲ್ಲಿ ಕಾರ್ಯನಿರ್ವಹಿಸುತ್ತಿರುವ ಸ್ವಚ್ಛತಾ ಸಿಬ್ಬಂದಿ, ಪೌರಕಾರ್ಮಿಕರು ಕಡ್ಡಾಯವಾಗಿ ಸುರಕ್ಷಾ ಪರಿಕರ ಧರಿಸಿ ಕಾರ್ಯ ನಿರ್ವಹಿಸಬೇಕು. xyxy=(283,656,461,708)
paragraph: ಕೃಷಿ ಸಚಿವ ಎನ್.ಚಲುವರಾಯಸ್ವಾಮಿ ಅವರು ಕಟ್ಟಡದ ಉದ್ಘಾಟನೆ ನೆರವೇರಿಸುವರು. ವಸತಿ, ವಕ್ಫ್ ಮತ್ತು ಅಲ್ಪಸಂಖ್ಯಾತರ ಕಲ್ಯಾಣ ಸಚಿವ ಜಮೀರ್ ಅಹ್ಮದ್ ಖಾನ್ ಅವರು ಅಧ್ಯಕ್ಷತೆ ವಹಿಸುವರು. ಸಂಸದ ಈ.ತುಕಾರಾಂ, ಶಾಸಕ ನಾರಾ ಭರತ್ ರೆಡ್ಡಿ ಅವರು ಘನ ಉಪಸ್ಥಿತಿ ವಹಿಸುವರು. xyxy=(283,1208,461,1250)
paragraph: ಕಾರ್ಯಕ್ರಮಕ್ಕೆ ಬರುವ ಜನರಿಗೆ ಅನುಕೂಲವಾಗುವ ನಿಟ್ಟಿನಲ್ಲಿ ಶುದ್ಧ ಕುಡಿಯುವ ನೀರಿನ ವ್ಯವಸ್ಥೆ, ಶೌಚಾಲಯದ ವ್ಯವಸ್ಥೆ, ಗಣ್ಯ ವ್ಯಕ್ತಿಗಳ ಆಗಮನ ಮತ್ತು ಸಾರ್ವಜನಿಕರ ವಾಹನಗಳ ಪಾರ್ಕಿಂಗ್ ವ್ಯವಸ್ಥೆಯನ್ನು ನಿರ್ವಹಿಸಲಾಗುವುದು. xyxy=(652,597,913,618)
paragraph: ಜಿಲ್ಲಾ ಪಂಚಾಯತ್ ಮುಖ್ಯ ಕಾರ್ಯನಿರ್ವಾಹಕ ಅಧಿಕಾರಿ, ಸಹಾಯಕ ಆಯುಕ್ತ ಚಿದಾನಂದ ಗುರುಸ್ವಾಮಿ ಸೇರಿದಂತೆ ವಿವಿಧ ಇಲಾಖೆಗಳ ಜಿಲ್ಲಾ ಮಟ್ಟದ ಅಧಿಕಾರಿಗಳು ಭಾಗವಹಿಸಿದ್ದರು. xyxy=(652,618,913,639)
tender-banner: ಇ-ಟೆಂಡರ್ ಪ್ರಕಟಣೆ xyxy=(43,900,265,914)
signature: ಸಹಿ/-ಪಂಚಾಯತಿ ಅಭಿವೃದ್ಧಿ ಅಧಿಕಾರಿ ಗ್ರಾಮ ಪಂಚಾಯತಿ, ಬಾಗೇವಾಡಿ. xyxy=(704,1349,863,1358)
district: ಬಳ್ಳಾರಿ ಜಿಲ್ಲಾ xyxy=(43,1140,76,1149)
reference-row xyxy=(43,1151,265,1165)
ad-header xyxy=(43,1112,265,1124)
paragraph: ನೋಡುವುದು ಕಣ್ಣಿಗೆ ಹಬ್ಬವೆನಿಸುತ್ತದೆ. ನಂತರ ಎಲ್ಲರೂ ಸೇರಿ ಗೌರಮ್ಮನನ್ನು ಬೀಳ್ಕೊಟ್ಟು ಮಾರನೇ ದಿನ ಮನೆಯ ಮಾಳಿಗೆಯ ಮೇಲೆ ಕುಳಿತು ಪರಸ್ಪರ ಸಿಹಿ ಹಂಚಿಕೊಂಡು ಸಂಭ್ರಮಿಸುತ್ತಾರೆ. xyxy=(725,386,913,417)
office-line1: ಜಿಲ್ಲಾ ಆರೋಗ್ಯ ಮತ್ತು ಕುಟುಂಬ ಕಲ್ಯಾಣಾಧಿಕಾರಿಗಳ xyxy=(67,843,241,855)
state-emblem-icon: ♛ xyxy=(43,1113,52,1123)
headline: ಮುಖ್ಯಮಂತ್ರಿಗಳ ಆಗಮನಕ್ಕೆ ಬೃಹತ್ ವೇದಿಕೆ... xyxy=(652,512,864,528)
story-taluk-gowri xyxy=(33,160,275,190)
bagevadi-tender-ad xyxy=(652,1066,915,1462)
paragraph: 2024–25 ನೇ ಸಾಲಿನ ಎಸ್‌ಎಫ್‌ಸಿ ಯೋಜನೆಯಡಿ ಪರಿಶಿಷ್ಟ ಜಾತಿ ಮತ್ತು ಪರಿಶಿಷ್ಟ ಪಂಗಡದ ವಿದ್ಯಾರ್ಥಿಗಳು ಎಂಬಿಬಿಎಸ್ ಹಾಗೂ ಬಿಇ ಕೋರ್ಸ್‌ಗಳ ಪ್ರವೇಶಾತಿಗೆ ಸಹಾಯಧನಕ್ಕಾಗಿ ಅರ್ಜಿ ಆಹ್ವಾನಿಸಲಾಗಿದೆ ಎಂದು ಹಿಂದುಳಿದ ವರ್ಗಗಳ ಕಲ್ಯಾಣ ಇಲಾಖೆಯ ಜಿಲ್ಲಾ ಅಧಿಕಾರಿ ಎ.ಕೆ.ಮಂಜುನಾಥ್ ತಿಳಿಸಿದ್ದಾರೆ. xyxy=(35,519,273,560)
paragraph: 74 ಕೆರೆಗಳಿಗೆ ನೀರು ತುಂಬಿಸುವ ಯೋಜನೆಯ ಲೋಕಾರ್ಪಣೆ ಹಾಗೂ ವಿವಿಧ ಅಭಿವೃದ್ಧಿ ಕಾಮಗಾರಿಗಳ ಶಂಕುಸ್ಥಾಪನೆ, ಉದ್ಘಾಟನೆ ನೆರವೇರಿಸುವರು. ಸಂಜೆ 4 ಗಂಟೆಗೆ ಕೂಡ್ಲಿಗಿಯಿಂದ ಹೆಲಿಕಾಪ್ಟರ್ ಮೂಲಕ 4:15 ಕ್ಕೆ ಜಿಂದಾಲ್ ಏರ್‌ಸ್ಟ್ರಿಪ್ ತೋರಣಗಲ್ಲು ತಲುಪಿ, 4:25 ಕ್ಕೆ ವಿಶೇಷ ವಿಮಾನದಲ್ಲಿ ಬೆಂಗಳೂರು ಹೆಚ್‌ಎಎಲ್ ವಿಮಾನ ನಿಲ್ದಾಣ ತಲುಪಲಿದ್ದಾರೆ. xyxy=(652,890,913,931)
tender-intro: 2025–26ನೇ ಸಾಲಿನ ಮಹಾತ್ಮ ಗಾಂಧಿ ರಾಷ್ಟ್ರೀಯ ಗ್ರಾಮೀಣ ಉದ್ಯೋಗ ಖಾತರಿ ಯೋಜನೆಯಡಿಯಲ್ಲಿ ಸಿರುಗುಪ್ಪ ತಾಲ್ಲೂಕಿನ ಬಾಗೇವಾಡಿ ಗ್ರಾಮ ಪಂಚಾಯತಿಯ ಸಾಮಾಗ್ರಿ ಮೊತ್ತ ರೂ.1.00ಲಕ್ಷ ಮೇಲ್ಪಟ್ಟು ಕಾಮಗಾರಿಗೆ ಬೇಕಾದ ವಿವಿಧರೀತಿಯ ಸಾಮಾಗ್ರಿಗಳನ್ನು ಸರಬರಾಜು ಮಾಡಬೇಕಿರುವುದರಿಂದ, xyxy=(662,1171,905,1199)
signature xyxy=(43,1063,265,1083)
kicker: (1ನೇ ಪುಟದಿಂದ) xyxy=(283,501,324,509)
paragraph: ಜಿಲ್ಲಾ ಪಂಚಾಯತ್ ಮುಖ್ಯ ಕಾರ್ಯನಿರ್ವಾಹಕ ಅಧಿಕಾರಿ, ಸಹಾಯಕ ಆಯುಕ್ತ ಚಿದಾನಂದ ಗುರುಸ್ವಾಮಿ ಸೇರಿದಂತೆ ವಿವಿಧ ಇಲಾಖೆಗಳ ಜಿಲ್ಲಾ ಮಟ್ಟದ ಅಧಿಕಾರಿಗಳು ಭಾಗವಹಿಸಿದ್ದರು. xyxy=(652,576,913,596)
